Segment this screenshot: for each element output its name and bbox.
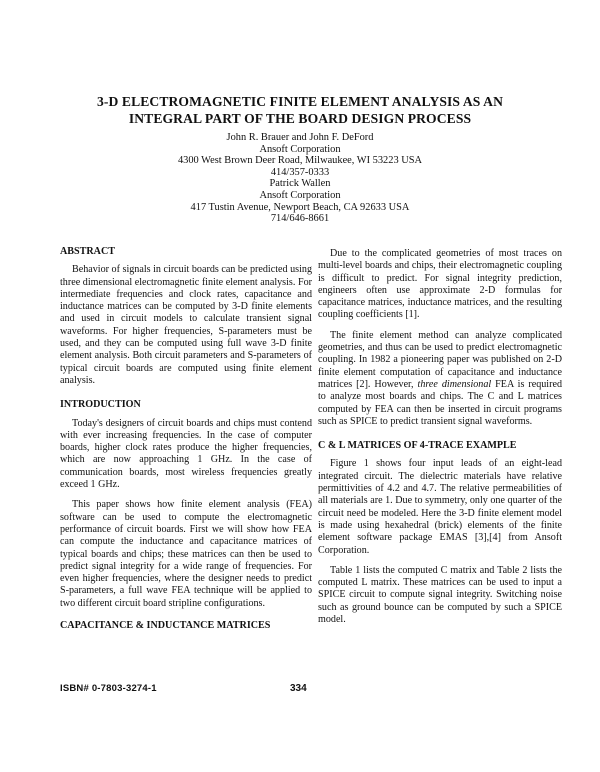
author-names: John R. Brauer and John F. DeFord: [226, 132, 374, 143]
address-1: 4300 West Brown Deer Road, Milwaukee, WI 53223 USA: [177, 155, 423, 167]
affiliation-2: Ansoft Corporation: [259, 189, 341, 201]
right-paragraph-2-a: The finite element method can analyze complicated geometries, and thus can be used to predict electromagnetic coupling. In 1982 a pioneering paper was published on 2-D finite element computation of capacitance and inductance matrices [2]. However,: [318, 329, 562, 390]
introduction-heading: INTRODUCTION: [60, 399, 141, 411]
abstract-heading: ABSTRACT: [60, 246, 115, 257]
address-2: 417 Tustin Avenue, Newport Beach, CA 92633 USA: [190, 201, 410, 213]
right-paragraph-1: Due to the complicated geometries of most traces on multi-level boards and chips, their electromagnetic coupling is difficult to predict. For signal integrity prediction, engineers often use approximate 2-D formulas for capacitance matrices, inductance matrices, and the resulting coupling coefficients [1].: [318, 248, 562, 321]
author-name-2: Patrick Wallen: [269, 178, 331, 190]
right-paragraph-2: [318, 330, 562, 428]
paper-title: [60, 93, 540, 127]
isbn-footer: ISBN# 0-7803-3274-1: [60, 683, 157, 694]
page-number: 334: [290, 683, 307, 694]
left-column: [60, 246, 312, 638]
intro-paragraph-2: This paper shows how finite element analysis (FEA) software can be used to compute the electromagnetic performance of circuit boards. First we will show how FEA can compute the inductance and capacitance matrices of typical boards and chips; these matrices can then be used to predict signal integrity for a wide range of frequencies. For even higher frequencies, where the designer needs to predict S-parameters, a full wave FEA technique will be applied to two different circuit board stripline configurations.: [60, 499, 312, 609]
right-column: [318, 248, 562, 634]
abstract-paragraph: Behavior of signals in circuit boards can be predicted using three dimensional electromagnetic finite element analysis. For intermediate frequencies and clock rates, capacitance and inductance matrices can be computed by 3-D finite elements and used in circuit models to calculate transient signal waveforms. For higher frequencies, S-parameters must be used, and they can be computed using full wave 3-D finite element analysis. Both circuit parameters and S-parameters of typical circuit boards are computed using finite element analysis.: [60, 264, 312, 386]
right-paragraph-2-b: FEA is required to analyze most boards and chips. The C and L matrices computed by FEA can then be inserted in circuit programs such as SPICE to predict transient signal waveforms.: [318, 378, 562, 427]
right-paragraph-3: Figure 1 shows four input leads of an eight-lead integrated circuit. The dielectric materials have relative permittivities of 4.2 and 4.7. The relative permeabilities of all materials are 1. Due to symmetry, only one quarter of the circuit need be modeled. Here the 3-D finite element model is made using hexahedral (brick) elements of the finite element software package EMAS [3],[4] from Ansoft Corporation.: [318, 458, 562, 556]
capacitance-inductance-heading: CAPACITANCE & INDUCTANCE MATRICES: [60, 620, 271, 632]
phone-2: 714/646-8661: [270, 213, 330, 225]
author-block: [100, 132, 500, 225]
title-line-1: 3-D ELECTROMAGNETIC FINITE ELEMENT ANALYSIS AS AN: [96, 94, 503, 109]
phone-1: 414/357-0333: [270, 166, 330, 178]
right-paragraph-4: Table 1 lists the computed C matrix and Table 2 lists the computed L matrix. These matrices can be used to input a SPICE circuit to compute signal integrity. Switching noise such as ground bounce can be computed by such a SPICE model.: [318, 564, 562, 626]
affiliation-1: Ansoft Corporation: [259, 143, 341, 155]
cl-matrices-heading: C & L MATRICES OF 4-TRACE EXAMPLE: [318, 440, 517, 452]
intro-paragraph-1: Today's designers of circuit boards and chips must contend with ever increasing frequencies. In the case of computer boards, higher clock rates produce the higher frequencies, which are now approaching 1 GHz. In the case of communication boards, most wireless frequencies greatly exceed 1 GHz.: [60, 417, 312, 491]
right-paragraph-2-italic: three dimensional: [417, 378, 492, 390]
title-line-2: INTEGRAL PART OF THE BOARD DESIGN PROCESS: [128, 111, 472, 126]
